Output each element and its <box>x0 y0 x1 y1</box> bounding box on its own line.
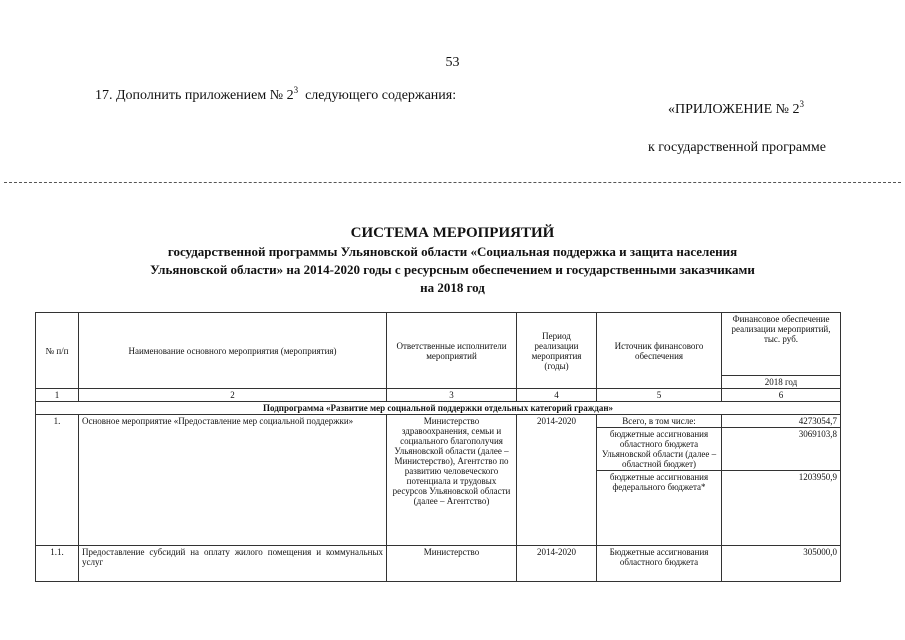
column-number-row <box>36 389 841 402</box>
amendment-instruction <box>95 85 457 104</box>
instruction-tail: следующего содержания: <box>305 88 457 103</box>
table-row <box>36 546 841 582</box>
header-period: Период реализации мероприятия (годы) <box>517 313 597 389</box>
header-num: № п/п <box>36 313 79 389</box>
row1-period: 2014-2020 <box>517 415 597 546</box>
row1-name: Основное мероприятие «Предоставление мер социальной поддержки» <box>79 415 387 546</box>
header-source: Источник финансового обеспечения <box>597 313 722 389</box>
instruction-text: 17. Дополнить приложением № 2 <box>95 88 294 103</box>
col-number-4: 4 <box>517 389 597 402</box>
row1-value-total: 4273054,7 <box>722 415 841 428</box>
row2-num: 1.1. <box>36 546 79 582</box>
col-number-1: 1 <box>36 389 79 402</box>
col-number-3: 3 <box>387 389 517 402</box>
col-number-5: 5 <box>597 389 722 402</box>
row1-executors: Министерство здравоохранения, семьи и социального благополучия Ульяновской области (далее – Министерство), Агентство по развитию человеческого потенциала и трудовых ресурсов Ульяновской области (далее – Агентство) <box>387 415 517 546</box>
document-title: СИСТЕМА МЕРОПРИЯТИЙ <box>350 225 555 241</box>
header-finance-year: 2018 год <box>722 376 841 389</box>
appendix-subtitle: к государственной программе <box>648 140 826 155</box>
row1-value-federal: 1203950,9 <box>722 471 841 546</box>
document-subtitle-line-2: Ульяновской области» на 2014-2020 годы с ресурсным обеспечением и государственными заказчиками <box>150 262 755 277</box>
header-row <box>36 313 841 376</box>
header-executors: Ответственные исполнители мероприятий <box>387 313 517 389</box>
table-row <box>36 415 841 428</box>
instruction-superscript: 3 <box>293 85 299 95</box>
appendix-title-text: «ПРИЛОЖЕНИЕ № 2 <box>668 102 800 117</box>
row2-period: 2014-2020 <box>517 546 597 582</box>
row2-source: Бюджетные ассигнования областного бюджета <box>597 546 722 582</box>
subprogram-row <box>36 402 841 415</box>
row1-num: 1. <box>36 415 79 546</box>
row2-executors: Министерство <box>387 546 517 582</box>
row1-source-regional: бюджетные ассигнования областного бюджета Ульяновской области (далее – областной бюджет) <box>597 428 722 471</box>
row1-source-total: Всего, в том числе: <box>597 415 722 428</box>
col-number-2: 2 <box>79 389 387 402</box>
appendix-title <box>668 99 804 118</box>
row2-name: Предоставление субсидий на оплату жилого помещения и коммунальных услуг <box>79 546 387 582</box>
subprogram-title: Подпрограмма «Развитие мер социальной поддержки отдельных категорий граждан» <box>36 402 841 415</box>
document-subtitle-line-1: государственной программы Ульяновской области «Социальная поддержка и защита населения <box>167 244 738 259</box>
header-name: Наименование основного мероприятия (мероприятия) <box>79 313 387 389</box>
row2-value: 305000,0 <box>722 546 841 582</box>
document-subtitle-line-3: на 2018 год <box>420 280 485 295</box>
page-number: 53 <box>445 55 460 70</box>
measures-table <box>35 312 841 582</box>
row1-source-federal: бюджетные ассигнования федерального бюджета* <box>597 471 722 546</box>
divider-line <box>4 182 901 183</box>
col-number-6: 6 <box>722 389 841 402</box>
appendix-superscript: 3 <box>799 99 804 109</box>
header-finance: Финансовое обеспечение реализации мероприятий, тыс. руб. <box>722 313 841 376</box>
row1-value-regional: 3069103,8 <box>722 428 841 471</box>
